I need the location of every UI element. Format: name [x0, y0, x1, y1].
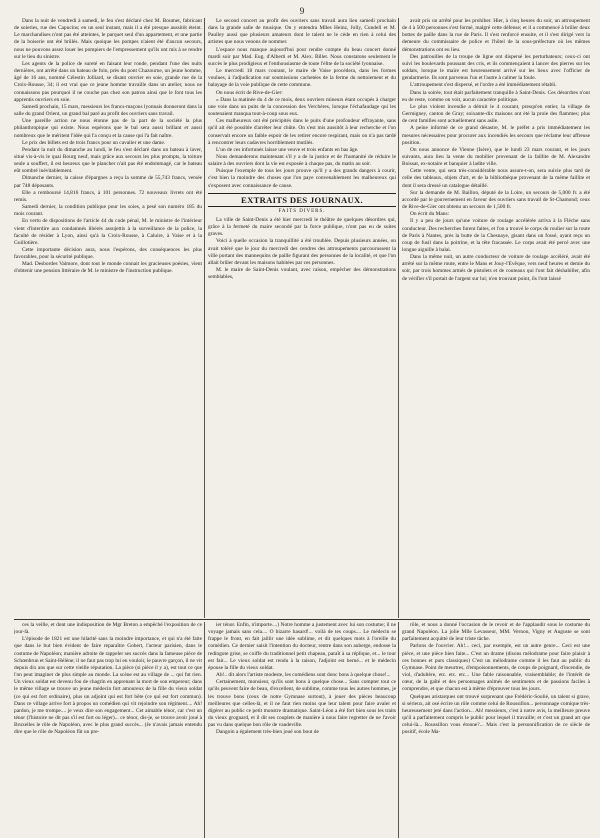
column-middle-upper [204, 18, 396, 618]
article-paragraph: L'un de ces infortunés laisse une veuve et trois enfants en bas âge. [216, 146, 359, 153]
article-paragraph: Samedi dernier, la condition publique pour les soies, a pesé son numéro 185 du mois courant. [14, 204, 202, 218]
article-paragraph: En vertu de dispositions de l'article 44 du code pénal, M. le ministre de l'intérieur vient d'interdire aux condamnés libérés assujettis à la surveillance de la police, la faculté de résider à Lyon, ainsi qu'à la Croix-Rousse, à Caluire, à Vaise et à la Guillotière. [14, 218, 202, 246]
article-paragraph: Le second concert au profit des ouvriers sans travail aura lieu samedi prochain dans la grande salle de musique. On y entendra Mlles Heinz, Jolly, Cundell et M. Paulley aussi que plusieurs amateurs dont le talent ne le cède en rien à celui des artistes que nous venons de nommer. [208, 18, 396, 46]
article-paragraph: Certainement, monsieur, qu'ils sont bons à quelque chose... Sans compter tout ce qu'ils peuvent faire de beau, d'excellent, de sublime, comme tous les autres hommes, je les trouve bons (ceux de notre Gymnase surtout), à jouer des pièces beaucoup meilleures que celles-là, et il ne faut rien moins que leur talent pour faire avaler et digérer au public ce petit monstre dramatique. Saint-Léon a été fort bien sous les traits du vieux grognard, et il dit ses couplets de manière à nous faire regretter de ne l'avoir pas vu dans quelque bon rôle de vaudeville. [208, 679, 396, 729]
article-paragraph: Une pareille action ne nous étonne pas de la part de la société la plus philanthropique qui existe. Nous espérons que le bal sera aussi brillant et aussi nombreux que le méritent l'idée qui l'a conçu et la cause qui l'a fait naître. [14, 118, 202, 139]
column-left-upper [14, 18, 202, 618]
article-paragraph: On nous écrit de Rive-de-Gier: [216, 89, 283, 96]
article-paragraph: Dans la même nuit, un autre conducteur de voiture de roulage accéléré, avait été arrêté sur la même route, entre le Mans et Jouy-l'Evêque, vers neuf heures et demie du soir, par trois hommes armés de pistolets et de couteaux qui l'ont fait déshabiller, afin de vérifier s'il portait de l'argent sur lui; n'en trouvant point, ils l'ont laissé [402, 254, 590, 282]
article-paragraph: L'épisode de 1821 est une hilarité sans la moindre importance, et qui n'a été faite que dans le but bien évident de faire reparaître Gobert, l'acteur parisien, dans le costume de Napoléon; manière adroite de rappeler ses succès dans la fameuse pièce de Schœnbrun et Saint-Hélène; il ne faut pas trop lui en vouloir, le pauvre garçon, il ne vit depuis dix ans que sur cette vieille réputation. La pièce (si pièce il y a), est tout ce que l'on peut imaginer de plus simple au monde. La scène est au village de ... qui fut rien. Un vieux soldat est devenu fou de chagrin en apprenant la mort de son empereur; dans le même village se trouve un jeune médecin fort amoureux de la fille du vieux soldat (ce qui est fort ordinaire), plus un adjoint qui est fort bête (ce qui est fort commun). Dans ce village arrive fort à propos un comédien qui vit rejoindre son régiment.... Ah! pardon, je me trompe.... je veux dire son engagement... Cet aimable ténor, car c'est un ténor (l'histoire ne dit pas s'il est fort ou léger)... ce ténor, dis-je, se trouve avoir joué à Bruxelles le rôle de Napoléon, avec le plus grand succès... (Je n'avais jamais entendu dire que le rôle de Napoléon fût un pre- [14, 636, 202, 736]
article-paragraph: Le mercredi 18 mars courant, le maire de Vaise procédera, dans les formes voulues, à l'adjudication sur soumissions cachetées de la ferme du nettoiement et du balayage de la voie publique de cette commune. [208, 68, 396, 89]
column-right-lower [398, 622, 590, 838]
section-divider [14, 619, 590, 620]
article-paragraph: Ces malheureux ont été précipités dans le puits d'une profondeur effrayante, sans qu'il ait été possible d'arrêter leur chûte. On s'est mis aussitôt à leur recherche et l'on conservait encore un faible espoir de les retirer encore respirant, mais on n'a pas tardé à rencontrer leurs cadavres horriblement mutilés. [208, 118, 396, 146]
article-paragraph: Le plus violent incendie a détruit le 4 courant, presqu'en entier, la village de Germigney, canton de Gray; soixante-dix maisons ont été la proie des flammes; plus de cent familles sont actuellement sans asile. [402, 103, 590, 125]
article-paragraph: Quelques aristarques ont trouvé surprenant que Frédéric-Soulié, un talent si grave, si sérieux, ait osé écrire un rôle comme celui de Roussillon... personnage comique très-heureusement jeté dans l'action... Ah! messieurs, c'est à notre avis, la meilleure preuve qu'il a parfaitement compris le public pour lequel il travaille; et c'est un grand art que celui-là... Roussillon vous étonne?... Mais c'est la personnification de ce siècle de positif, école Ma- [402, 693, 590, 736]
article-paragraph: M. le maire de Saint-Denis voulant, avec raison, empêcher des démonstrations semblables, [208, 267, 396, 281]
article-paragraph: Voici à quelle occasion la tranquillité a été troublée. Depuis plusieurs années, on avait toléré que le jour du mercredi des cendres des attroupements parcourussent la ville portant des mannequins de paille figurant des personnes de la localité, et que l'on allait brûler devant les maisons habitées par ces personnes. [208, 238, 396, 266]
article-paragraph: Dimanche dernier, la caisse d'épargnes a reçu la somme de 55,743 francs, versée par 748 déposants. [14, 175, 202, 189]
article-paragraph: Il y a peu de jours qu'une voiture de roulage accélérée arriva à la Flèche sans conducteur. Des recherches furent faites, et l'on a trouvé le corps du roulier sur la route de Paris à Nantes, près la butte de la Chesnaye, gisant dans un fossé, ayant reçu un coup de fusil dans la poitrine, et la tête fracassée. Le corps avait été percé avec une longue aiguille à balai. [402, 218, 590, 253]
article-paragraph: Les agents de la police de sureté en faisant leur ronde, pendant l'une des nuits dernières, ont arrêté dans un bateau de foin, près du pont Chazourne, un jeune homme, âgé de 16 ans, nommé Célestin Jolliard, se disant ouvrier en soie, grande rue de la Croix-Rousse, 34; il est vrai que ce jeune homme travaille dans un atelier, nous ne connaissons pas pourquoi il ne couche pas chez son patron ainsi que le font tous les apprentis ouvriers en soie. [14, 60, 202, 103]
article-paragraph: L'attroupement s'est dispersé, et l'ordre a été immédiatement rétabli. [410, 82, 557, 89]
article-paragraph: On écrit du Mans: [410, 211, 450, 218]
section-headline: EXTRAITS DES JOURNAUX. [208, 193, 396, 207]
article-paragraph: Mad. Desbordes Valmore, dont tout le monde connait les gracieuses poésies, vient d'obtenir une pension littéraire de M. le ministre de l'instruction publique. [14, 261, 202, 275]
article-paragraph: ces la veille, et dont une indisposition de Mgr Breton a empêché l'exposition de ce jour-là. [14, 622, 202, 636]
article-paragraph: ier ténor. Enfin, n'importe....) Notre homme a justement avec lui son costume; il ne voyage jamais sans cela.... O bizarre hasard!... voilà de tes coups.... Le médecin se frappe le front, en fait jaillir une idée sublime, et dit quelques mots à l'oreille du comédien. Ce dernier saisit l'intention du docteur, rentre dans son auberge, endosse la redingote grise, se coiffe du traditionnel petit chapeau, paraît à sa réplique, et... le tour est fait... Le vieux soldat est rendu à la raison, l'adjoint est berné... et le médecin épouse la fille du vieux soldat. [208, 622, 396, 671]
article-paragraph: rôle, et nous a donné l'occasion de le revoir et de l'applaudir sous le costume du grand Napoléon. La jolie Mlle Levasseur, MM. Vernon, Vigny et Auguste se sont parfaitement acquitté de leur triste tâche. [402, 622, 590, 643]
article-paragraph: Pendant la nuit du dimanche au lundi, le feu s'est déclaré dans un bateau à laver, situé vis-à-vis le quai Bourg neuf, mais grâce aux secours les plus prompts, la toiture seule a souffert, il est heureux que le plancher n'ait pas été endommagé, car le bateau eût sombré inévitablement. [14, 146, 202, 175]
article-paragraph: Ah!.. dit alors l'artiste modeste, les comédiens sont donc bons à quelque chose!... [216, 672, 391, 679]
column-right-upper [398, 18, 590, 618]
article-paragraph: A peine informé de ce grand désastre, M. le préfet a pris immédiatement les mesures nécessaires pour procurer aux incendiés les secours que réclame leur affreuse position. [402, 125, 590, 146]
article-paragraph: avait pris un arrêté pour les prohiber. Hier, à cinq heures du soir, un attroupement de 4 à 500 personnes s'est formé, malgré cette défense; et il a commencé à brûler deux bottes de paille dans la rue de Paris. Il s'est renforcé ensuite, et il s'est dirigé vers la demeure du commissaire de police et l'hôtel de la sous-préfecture où les mêmes démonstrations ont eu lieu. [402, 18, 590, 53]
article-paragraph: On nous annonce de Vienne (Isère), que le lundi 23 mars courant, et les jours suivants, aura lieu la vente du mobilier provenant de la faillite de M. Alexandre Boissat, ex-notaire et banquier à ladite ville. [402, 146, 590, 168]
page-number: 9 [299, 6, 305, 16]
article-paragraph: Parlons de l'ouvrier. Ah!... ceci, par exemple, est un autre genre... Ceci est une pièce, et une pièce bien faite... C'est un drame (disons mélodrame pour faire plaisir à ces bonnes et purs classiques) C'est un mélodrame comme il les faut au public du Gymnase. Point de meurtres, d'empoisonnements, de coups de poignard, d'incendie, de viol, d'adultère, etc. etc. etc... Une fable raisonnable, vraisemblable; de l'intérêt de cœur, de la gaîté et des personnages animés de sentiments et de passions faciles à comprendre, et que chacun est à même d'éprouver tous les jours. [402, 643, 590, 693]
column-left-lower [14, 622, 202, 838]
lower-columns [14, 622, 590, 838]
article-paragraph: L'espace nous manque aujourd'hui pour rendre compte du beau concert donné mardi soir par Mad. Eug. d'Alberti et M. Alex. Billet. Nous constatons seulement le succès le plus prodigieux et l'enthousiasme de toute l'élite de la société lyonnaise. [208, 46, 396, 67]
upper-columns [14, 18, 590, 618]
article-paragraph: La ville de Saint-Denis a été hier mercredi le théâtre de quelques désordres qui, grâce à la fermeté du maire secondé par la force publique, n'ont pas eu de suites graves. [208, 216, 396, 238]
article-paragraph: Samedi prochain, 15 mars, messieurs les francs-maçons lyonnais donneront dans la salle du grand Orient, un grand bal paré au profit des ouvriers sans travail. [14, 103, 202, 118]
article-paragraph: Cette importante décision aura, nous l'espérons, des conséquences les plus favorables, pour la sécurité publique. [14, 247, 202, 261]
article-paragraph: Nous demanderons maintenant s'il y a de la justice et de l'humanité de réduire le salaire à des ouvriers dont la vie est exposée à chaque pas, du matin au soir. [208, 153, 396, 168]
article-paragraph: Puisque l'exemple de tous les jours prouve qu'il y a des grands dangers à courir, c'est bien la moindre des choses que l'on paye convenablement les malheureux qui s'exposent avec connaissance de cause. [208, 168, 396, 189]
section-subheadline: FAITS DIVERS. [278, 208, 326, 214]
article-paragraph: Dans la nuit de vendredi à samedi, le feu s'est déclaré chez M. Boumet, fabricant de soieries, rue des Capucins; en un seul instant, mais il a été presque aussitôt éteint. Le marchandises n'ont pas été atteintes, le parquet seul d'un appartement, et une partie de la boiserie ont été brûlés. Mais quoique les pompes n'aient été d'aucun secours, nous ne pouvons assez louer les pompiers de l'empressement qu'ils ont mis à se rendre sur le lieu du sinistre. [14, 18, 202, 60]
article-paragraph: « Dans la matinée du 4 de ce mois, deux ouvriers mineurs étant occupés à charger une voie dans un puits de la concession des Verchères, lorsque l'échafaudage qui les soutenaient manqua tout-à-coup sous eux. [208, 96, 396, 118]
article-paragraph: Elle a remboursé 14,816 francs, à 101 personnes. 72 nouveaux livrets ont été remis. [14, 189, 202, 203]
article-paragraph: Le prix des billets est de trois francs pour un cavalier et une dame. [22, 139, 166, 146]
column-middle-lower [204, 622, 396, 838]
article-paragraph: Des patrouilles de la troupe de ligne ont dispersé les perturbateurs; ceux-ci ont suivi les boulevards poussant des cris, et ils commençaient à lancer des pierres sur les soldats, lorsque le maire est heureusement arrivé sur les lieux avec l'officier de gendarmerie. Ils sont parvenus l'un et l'autre à calmer la foule. [402, 53, 590, 82]
article-paragraph: Dans la soirée, tout était parfaitement tranquille à Saint-Denis. Ces désordres n'ont eu de reste, comme on voit, aucun caractère politique. [402, 89, 590, 103]
article-paragraph: Dangoin a également très-bien joué son bout de [216, 729, 319, 736]
article-paragraph: Cette vente, qui sera très-considérable nous assure-t-on, sera suivie plus tard de celle des tableaux, objets d'art, et de la bibliothèque provenant de la même faillite et dont il sera dressé un catalogue détaillé. [402, 168, 590, 189]
article-paragraph: Sur la demande de M. Baillon, député de la Loire, un secours de 5,000 fr. a été accordé par le gouvernement en faveur des ouvriers sans travail de St-Chamond; ceux de Rive-de-Gier ont obtenu un secours de 1,500 fr. [402, 189, 590, 211]
